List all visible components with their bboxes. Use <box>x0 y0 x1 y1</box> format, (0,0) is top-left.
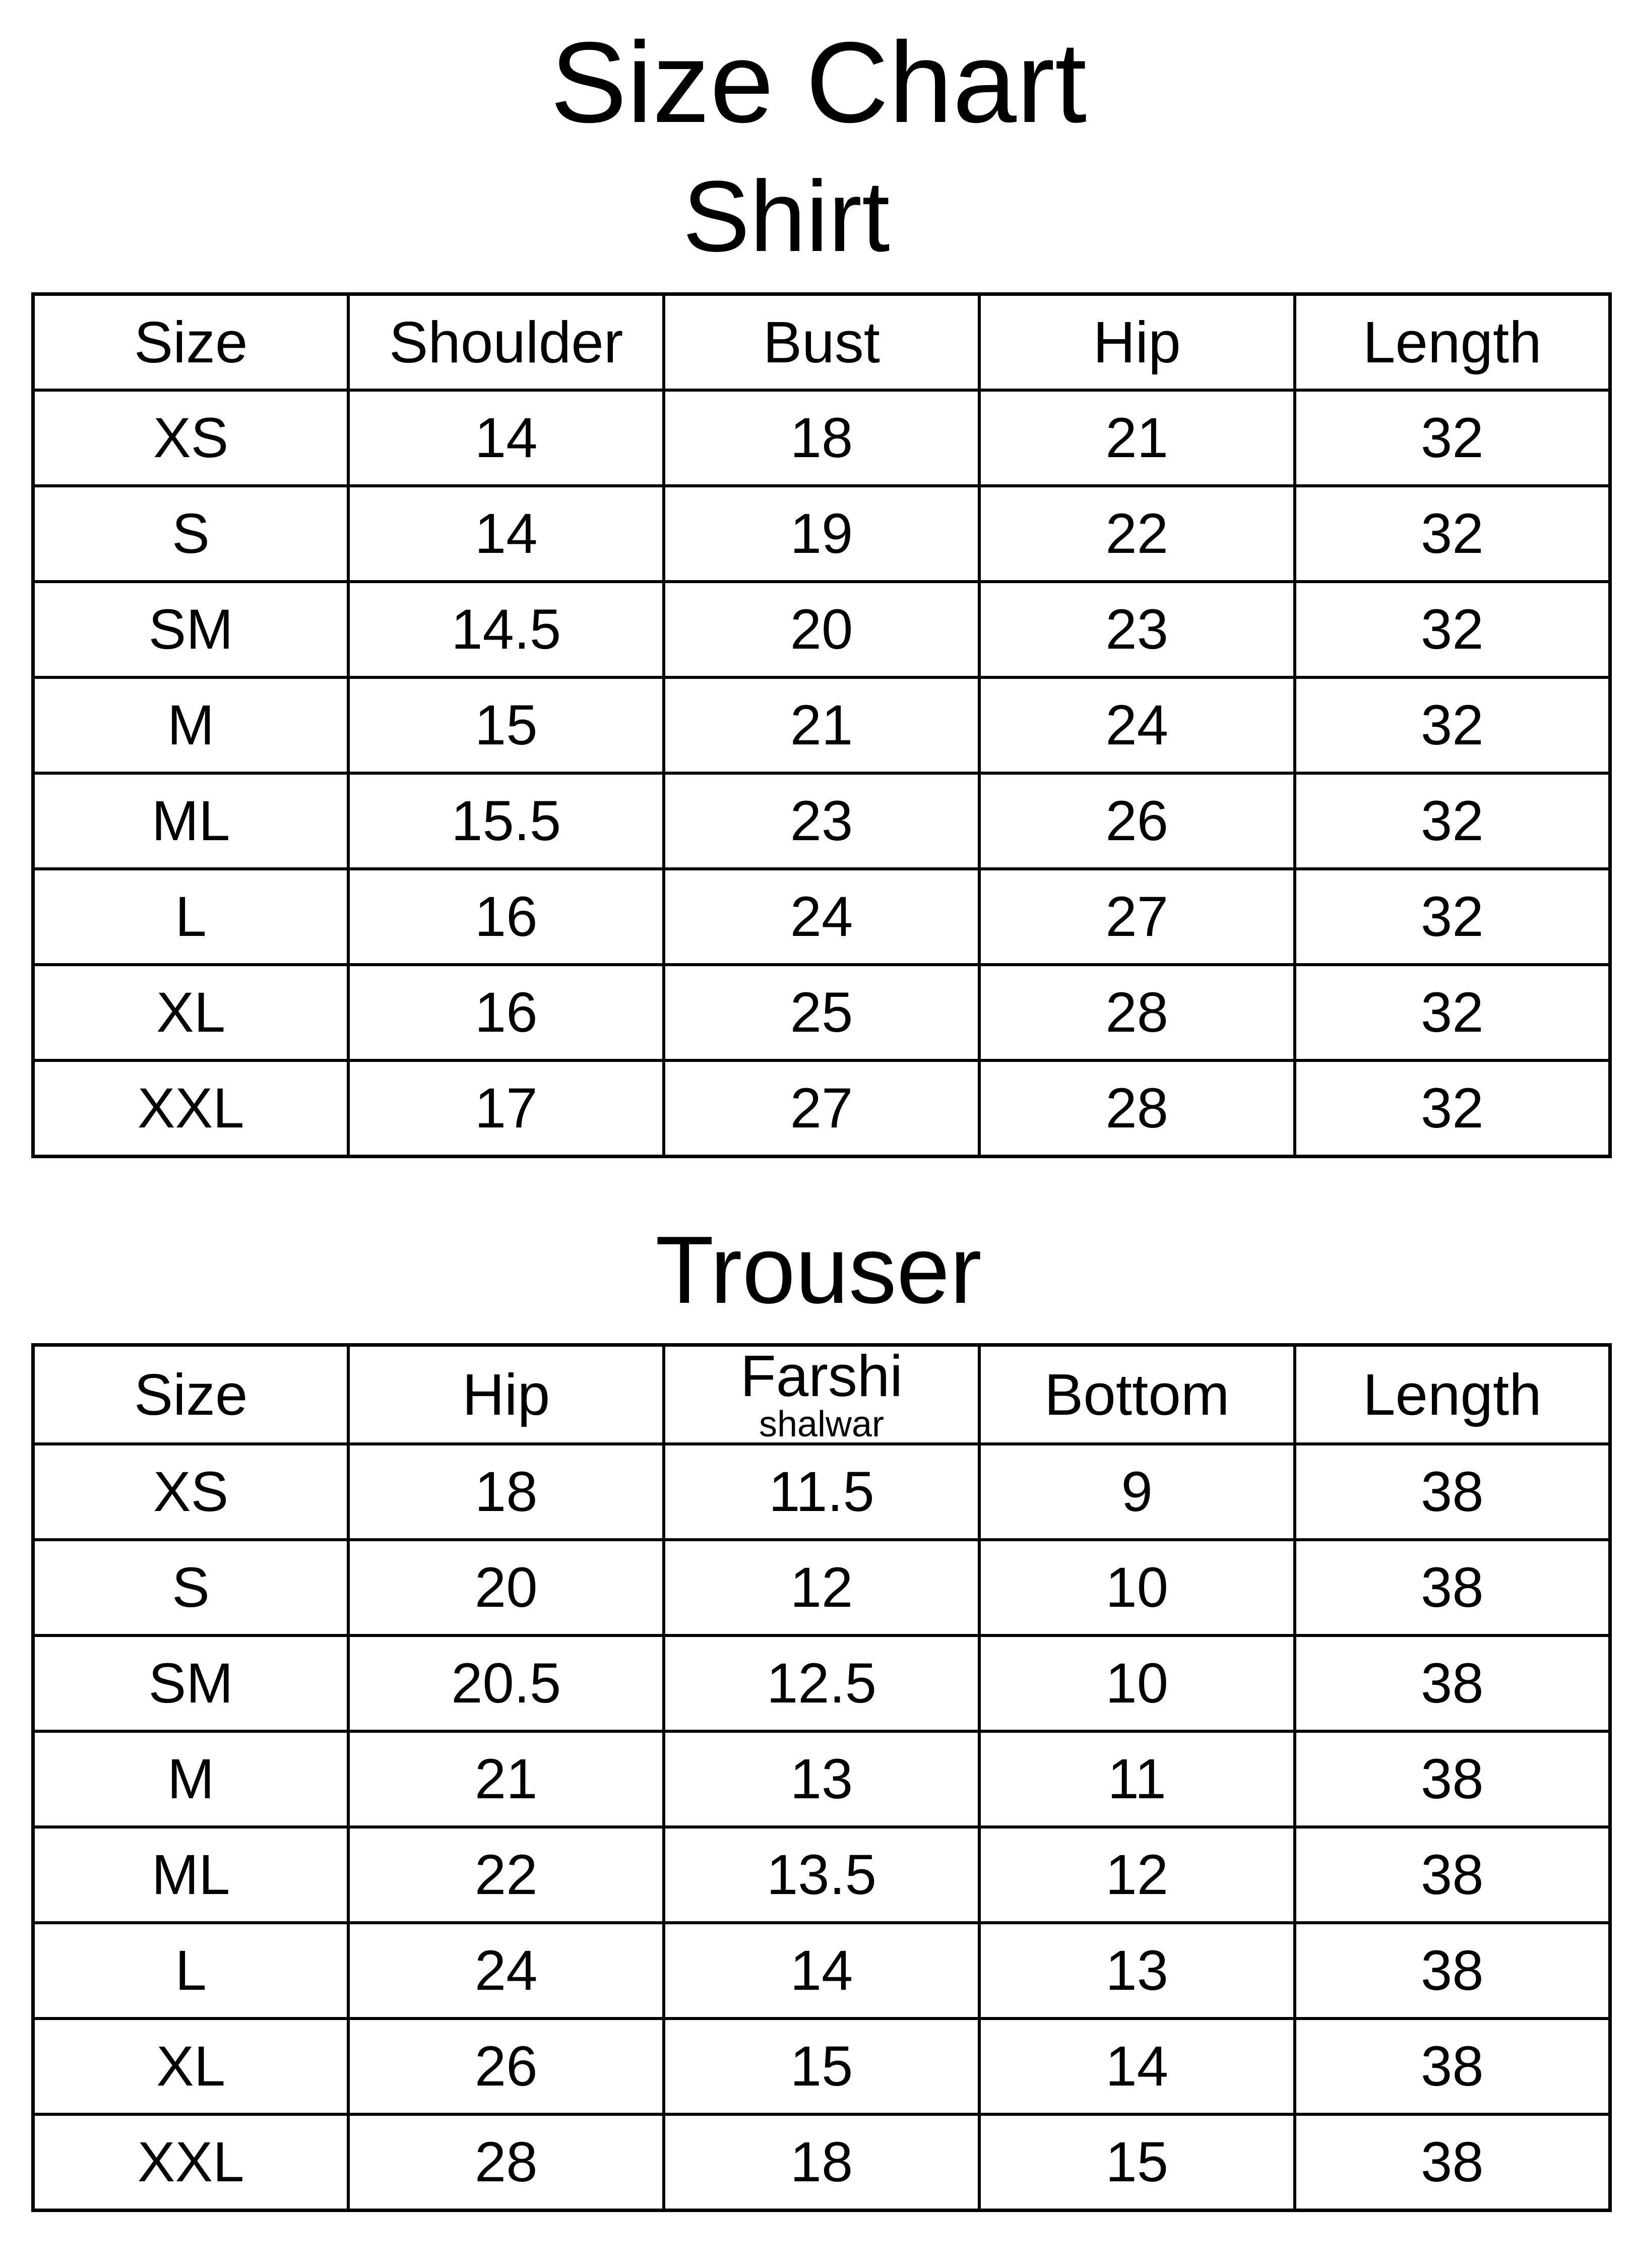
measurement-cell: 19 <box>664 486 979 582</box>
size-cell: ML <box>33 1827 349 1923</box>
measurement-cell: 32 <box>1295 965 1610 1060</box>
size-cell: S <box>33 486 349 582</box>
measurement-cell: 14 <box>979 2019 1295 2114</box>
measurement-cell: 32 <box>1295 582 1610 677</box>
measurement-cell: 10 <box>979 1540 1295 1635</box>
column-header <box>33 1345 349 1444</box>
measurement-cell: 13 <box>664 1731 979 1827</box>
shirt-section-title: Shirt <box>682 160 890 273</box>
measurement-cell: 12.5 <box>664 1635 979 1731</box>
trouser-section-title: Trouser <box>655 1217 982 1324</box>
measurement-cell: 20 <box>348 1540 664 1635</box>
column-header: Length <box>1295 294 1610 391</box>
measurement-cell: 18 <box>348 1444 664 1540</box>
measurement-cell: 15.5 <box>348 773 664 869</box>
column-header <box>1295 1345 1610 1444</box>
measurement-cell: 27 <box>664 1060 979 1157</box>
size-cell: L <box>33 869 349 965</box>
measurement-cell: 38 <box>1295 1444 1610 1540</box>
table-row <box>33 773 1610 869</box>
measurement-cell: 24 <box>348 1923 664 2019</box>
measurement-cell: 11.5 <box>664 1444 979 1540</box>
measurement-cell: 38 <box>1295 2114 1610 2211</box>
table-row <box>33 1060 1610 1157</box>
column-header-sublabel: shalwar <box>759 1404 885 1444</box>
column-header-label: Bottom <box>1044 1362 1230 1427</box>
table-row <box>33 486 1610 582</box>
measurement-cell: 32 <box>1295 677 1610 773</box>
column-header-label: Hip <box>462 1362 550 1427</box>
table-row <box>33 1444 1610 1540</box>
measurement-cell: 13.5 <box>664 1827 979 1923</box>
measurement-cell: 18 <box>664 390 979 486</box>
size-cell: XL <box>33 965 349 1060</box>
size-cell: M <box>33 677 349 773</box>
size-cell: M <box>33 1731 349 1827</box>
table-row <box>33 677 1610 773</box>
measurement-cell: 38 <box>1295 1635 1610 1731</box>
table-row <box>33 1827 1610 1923</box>
column-header: Hip <box>979 294 1295 391</box>
measurement-cell: 32 <box>1295 1060 1610 1157</box>
column-header <box>664 1345 979 1444</box>
measurement-cell: 32 <box>1295 773 1610 869</box>
table-row <box>33 965 1610 1060</box>
measurement-cell: 26 <box>348 2019 664 2114</box>
size-cell: XXL <box>33 1060 349 1157</box>
measurement-cell: 21 <box>664 677 979 773</box>
measurement-cell: 38 <box>1295 1923 1610 2019</box>
shirt-size-table <box>31 292 1612 1158</box>
measurement-cell: 12 <box>664 1540 979 1635</box>
table-row <box>33 1540 1610 1635</box>
measurement-cell: 22 <box>979 486 1295 582</box>
column-header: Size <box>33 294 349 391</box>
measurement-cell: 12 <box>979 1827 1295 1923</box>
size-cell: XL <box>33 2019 349 2114</box>
size-cell: S <box>33 1540 349 1635</box>
measurement-cell: 38 <box>1295 1540 1610 1635</box>
measurement-cell: 17 <box>348 1060 664 1157</box>
size-cell: XS <box>33 1444 349 1540</box>
measurement-cell: 32 <box>1295 390 1610 486</box>
size-cell: SM <box>33 582 349 677</box>
measurement-cell: 16 <box>348 869 664 965</box>
column-header: Bust <box>664 294 979 391</box>
table-row <box>33 390 1610 486</box>
size-cell: XS <box>33 390 349 486</box>
table-header-row <box>33 294 1610 391</box>
column-header: Shoulder <box>348 294 664 391</box>
measurement-cell: 38 <box>1295 1731 1610 1827</box>
measurement-cell: 15 <box>664 2019 979 2114</box>
measurement-cell: 22 <box>348 1827 664 1923</box>
measurement-cell: 15 <box>979 2114 1295 2211</box>
table-row <box>33 1635 1610 1731</box>
column-header <box>979 1345 1295 1444</box>
measurement-cell: 14 <box>348 390 664 486</box>
measurement-cell: 14.5 <box>348 582 664 677</box>
trouser-size-table <box>31 1343 1612 2212</box>
measurement-cell: 11 <box>979 1731 1295 1827</box>
column-header-label: Size <box>134 1362 248 1427</box>
measurement-cell: 26 <box>979 773 1295 869</box>
measurement-cell: 10 <box>979 1635 1295 1731</box>
measurement-cell: 14 <box>348 486 664 582</box>
size-cell: L <box>33 1923 349 2019</box>
measurement-cell: 20 <box>664 582 979 677</box>
size-cell: XXL <box>33 2114 349 2211</box>
table-row <box>33 1731 1610 1827</box>
measurement-cell: 28 <box>979 1060 1295 1157</box>
measurement-cell: 14 <box>664 1923 979 2019</box>
measurement-cell: 13 <box>979 1923 1295 2019</box>
size-cell: SM <box>33 1635 349 1731</box>
measurement-cell: 16 <box>348 965 664 1060</box>
size-cell: ML <box>33 773 349 869</box>
measurement-cell: 24 <box>979 677 1295 773</box>
measurement-cell: 20.5 <box>348 1635 664 1731</box>
measurement-cell: 28 <box>348 2114 664 2211</box>
table-row <box>33 2019 1610 2114</box>
measurement-cell: 15 <box>348 677 664 773</box>
measurement-cell: 21 <box>979 390 1295 486</box>
measurement-cell: 32 <box>1295 869 1610 965</box>
column-header <box>348 1345 664 1444</box>
table-row <box>33 1923 1610 2019</box>
measurement-cell: 23 <box>664 773 979 869</box>
measurement-cell: 38 <box>1295 2019 1610 2114</box>
measurement-cell: 32 <box>1295 486 1610 582</box>
measurement-cell: 24 <box>664 869 979 965</box>
table-row <box>33 869 1610 965</box>
measurement-cell: 18 <box>664 2114 979 2211</box>
page-title: Size Chart <box>550 19 1087 147</box>
measurement-cell: 38 <box>1295 1827 1610 1923</box>
table-row <box>33 2114 1610 2211</box>
measurement-cell: 9 <box>979 1444 1295 1540</box>
column-header-label: Length <box>1362 1362 1542 1427</box>
measurement-cell: 27 <box>979 869 1295 965</box>
measurement-cell: 21 <box>348 1731 664 1827</box>
table-row <box>33 582 1610 677</box>
measurement-cell: 28 <box>979 965 1295 1060</box>
table-header-row <box>33 1345 1610 1444</box>
measurement-cell: 23 <box>979 582 1295 677</box>
column-header-label: Farshi <box>740 1343 903 1409</box>
measurement-cell: 25 <box>664 965 979 1060</box>
